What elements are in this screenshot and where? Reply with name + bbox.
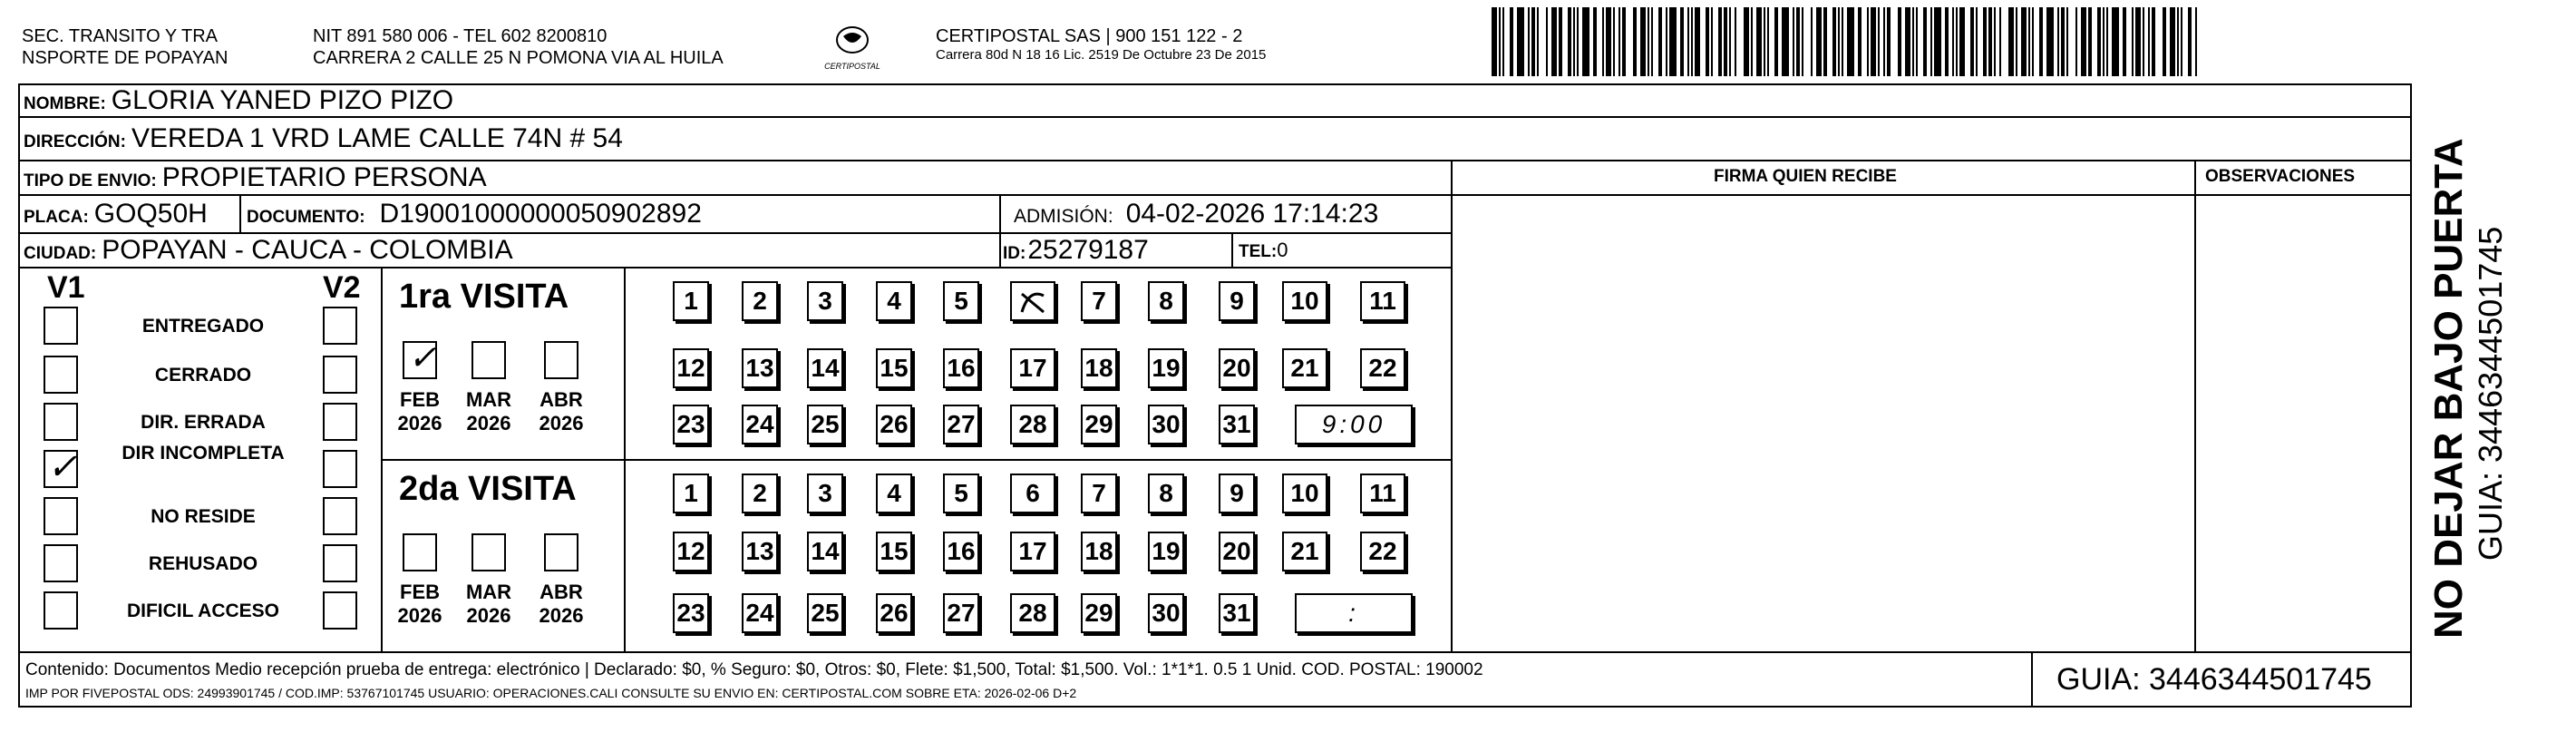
nombre-row	[24, 86, 453, 119]
company-seal-icon	[821, 22, 884, 74]
first-visit-day-box[interactable]	[673, 405, 709, 444]
month-name: ABR	[540, 581, 583, 603]
first-visit-month-checkbox[interactable]	[471, 341, 506, 379]
first-visit-day-box[interactable]	[1148, 348, 1184, 388]
day-number: 18	[1084, 354, 1113, 382]
second-visit-day-box[interactable]	[1148, 593, 1184, 633]
divider	[381, 459, 1451, 461]
day-number: 8	[1159, 479, 1173, 507]
first-visit-day-box[interactable]	[1360, 348, 1405, 388]
observaciones-header: OBSERVACIONES	[2205, 167, 2356, 186]
day-number: 12	[676, 537, 705, 565]
day-number: 18	[1084, 537, 1113, 565]
day-number: 17	[1018, 537, 1047, 565]
footer-print-info: IMP POR FIVEPOSTAL ODS: 24993901745 / COD.IMP: 53767101745 USUARIO: OPERACIONES.CALI CONSULTE SU ENVIO EN: CERTIPOSTAL.COM SOBRE ETA: 2026-02-06 D+2	[25, 686, 1077, 700]
v2-checkbox[interactable]	[323, 544, 357, 582]
v1-checkbox[interactable]	[44, 356, 78, 394]
first-visit-day-box[interactable]	[1148, 405, 1184, 444]
v2-checkbox[interactable]	[323, 497, 357, 535]
first-visit-day-box[interactable]	[876, 405, 912, 444]
day-number: 21	[1290, 537, 1319, 565]
day-number: 21	[1290, 354, 1319, 382]
divider	[239, 194, 241, 232]
admision-value: 04-02-2026 17:14:23	[1125, 199, 1379, 229]
footer-contents: Contenido: Documentos Medio recepción prueba de entrega: electrónico | Declarado: $0, % Seguro: $0, Otros: $0, Flete: $1,500, Total: $1,500. Vol.: 1*1*1. 0.5 1 Unid. COD. POSTAL: 190002	[25, 660, 1483, 679]
second-visit-day-box[interactable]	[742, 474, 778, 513]
sender-name	[22, 25, 228, 69]
v2-checkbox[interactable]	[323, 450, 357, 488]
id-value: 25279187	[1027, 235, 1149, 265]
documento-row	[247, 200, 702, 232]
v1-checkbox[interactable]	[44, 591, 78, 630]
status-label: CERRADO	[154, 365, 252, 386]
day-number: 29	[1084, 599, 1113, 627]
first-visit-day-box[interactable]	[1282, 348, 1327, 388]
month-name: ABR	[540, 388, 583, 411]
day-number: 2	[753, 287, 767, 315]
company-address: Carrera 80d N 18 16 Lic. 2519 De Octubre 23 De 2015	[936, 47, 1267, 63]
second-visit-month-label	[530, 581, 593, 628]
day-number: 20	[1222, 354, 1251, 382]
v1-checkbox[interactable]	[44, 307, 78, 345]
v2-checkbox[interactable]	[323, 356, 357, 394]
day-number: 5	[954, 479, 968, 507]
second-visit-day-box[interactable]	[876, 532, 912, 571]
day-number: 24	[745, 599, 774, 627]
sender-line-1: SEC. TRANSITO Y TRA	[22, 26, 218, 46]
direccion-value: VEREDA 1 VRD LAME CALLE 74N # 54	[131, 123, 623, 153]
day-number: 23	[676, 599, 705, 627]
month-year: 2026	[466, 412, 511, 434]
company-line: CERTIPOSTAL SAS | 900 151 122 - 2	[936, 26, 1243, 46]
v2-header: V2	[323, 270, 361, 305]
day-number: 25	[811, 599, 840, 627]
first-visit-month-label	[388, 388, 452, 435]
sender-contact	[313, 25, 724, 69]
day-number: 1	[684, 287, 698, 315]
nit-line: NIT 891 580 006 - TEL 602 8200810	[313, 26, 608, 46]
v1-checkbox[interactable]	[44, 403, 78, 441]
day-number: 28	[1018, 599, 1047, 627]
day-number: 10	[1290, 287, 1319, 315]
check-mark-icon: ✓	[408, 339, 437, 377]
v1-checkbox[interactable]	[44, 544, 78, 582]
placa-value: GOQ50H	[93, 199, 208, 229]
divider	[1451, 160, 1453, 651]
second-visit-day-box[interactable]	[1282, 532, 1327, 571]
address-line: CARRERA 2 CALLE 25 N POMONA VIA AL HUILA	[313, 48, 724, 68]
second-visit-day-box[interactable]	[673, 532, 709, 571]
status-label: DIR. ERRADA	[141, 412, 266, 433]
day-number: 9	[1230, 287, 1244, 315]
second-visit-month-checkbox[interactable]	[403, 533, 437, 571]
divider	[2031, 651, 2033, 708]
documento-value: D19001000000050902892	[379, 199, 702, 229]
first-visit-day-box[interactable]	[742, 348, 778, 388]
first-visit-day-box[interactable]	[943, 348, 979, 388]
first-visit-day-box[interactable]	[807, 281, 843, 321]
day-number: 22	[1368, 537, 1397, 565]
tel-value: 0	[1277, 239, 1288, 261]
second-visit-day-box[interactable]	[1148, 532, 1184, 571]
first-visit-day-box-marked[interactable]	[1010, 281, 1055, 321]
divider	[999, 194, 1001, 267]
day-number: 5	[954, 287, 968, 315]
day-number: 6	[1026, 479, 1040, 507]
admision-label: ADMISIÓN:	[1014, 206, 1113, 227]
day-number: 16	[947, 354, 976, 382]
second-visit-day-box[interactable]	[1360, 474, 1405, 513]
day-number: 11	[1369, 479, 1396, 507]
second-visit-day-box[interactable]	[807, 532, 843, 571]
second-visit-day-box[interactable]	[807, 474, 843, 513]
day-number: 3	[818, 287, 832, 315]
first-visit-day-box[interactable]	[1081, 405, 1117, 444]
first-visit-day-box[interactable]	[1219, 405, 1255, 444]
tipo-envio-row	[24, 163, 487, 196]
month-year: 2026	[539, 604, 584, 627]
day-number: 4	[887, 287, 901, 315]
second-visit-day-box[interactable]	[1081, 593, 1117, 633]
divider	[18, 651, 2412, 653]
ciudad-label: CIUDAD:	[24, 244, 97, 263]
day-number: 15	[880, 354, 909, 382]
month-name: FEB	[400, 581, 440, 603]
second-visit-day-box[interactable]	[943, 532, 979, 571]
first-visit-month-checkbox[interactable]	[403, 341, 437, 379]
first-visit-title: 1ra VISITA	[399, 278, 569, 316]
month-name: FEB	[400, 388, 440, 411]
direccion-label: DIRECCIÓN:	[24, 132, 126, 151]
day-number: 27	[947, 599, 976, 627]
second-visit-day-box[interactable]	[1360, 532, 1405, 571]
month-name: MAR	[465, 581, 512, 603]
second-visit-day-box[interactable]	[1010, 532, 1055, 571]
divider	[2194, 160, 2196, 651]
second-visit-day-box[interactable]	[876, 593, 912, 633]
day-number: 8	[1159, 287, 1173, 315]
day-number: 19	[1152, 537, 1181, 565]
first-visit-day-box[interactable]	[742, 281, 778, 321]
no-dejar-bajo-puerta: NO DEJAR BAJO PUERTA	[2426, 138, 2471, 639]
status-label: DIR INCOMPLETA	[122, 443, 285, 464]
v2-checkbox[interactable]	[323, 307, 357, 345]
second-visit-time-box[interactable]: :	[1295, 593, 1413, 633]
documento-label: DOCUMENTO:	[247, 208, 365, 227]
direccion-row	[24, 124, 623, 157]
ciudad-row	[24, 236, 513, 268]
day-number: 14	[811, 537, 840, 565]
nombre-label: NOMBRE:	[24, 94, 106, 113]
divider	[1231, 232, 1233, 267]
second-visit-month-label	[457, 581, 520, 628]
day-number: 30	[1152, 599, 1181, 627]
day-number: 11	[1369, 287, 1396, 315]
day-number: 19	[1152, 354, 1181, 382]
status-label: REHUSADO	[148, 553, 258, 574]
second-visit-day-box[interactable]	[1010, 474, 1055, 513]
first-visit-day-box[interactable]	[943, 405, 979, 444]
first-visit-day-box[interactable]	[943, 281, 979, 321]
second-visit-day-box[interactable]	[943, 474, 979, 513]
second-visit-day-box[interactable]	[1081, 474, 1117, 513]
second-visit-day-box[interactable]	[1282, 474, 1327, 513]
second-visit-month-checkbox[interactable]	[544, 533, 578, 571]
v2-checkbox[interactable]	[323, 403, 357, 441]
first-visit-day-box[interactable]	[876, 348, 912, 388]
day-number: 24	[745, 410, 774, 438]
day-number: 31	[1222, 599, 1251, 627]
side-guia: GUIA: 3446344501745	[2472, 226, 2509, 561]
placa-label: PLACA:	[24, 208, 89, 227]
day-number: 28	[1018, 410, 1047, 438]
day-number: 4	[887, 479, 901, 507]
second-visit-day-box[interactable]	[1010, 593, 1055, 633]
day-number: 17	[1018, 354, 1047, 382]
v1-checkbox[interactable]	[44, 497, 78, 535]
id-label: ID:	[1003, 244, 1026, 263]
day-number: 23	[676, 410, 705, 438]
day-number: 13	[745, 537, 774, 565]
tel-label: TEL:	[1239, 242, 1278, 261]
second-visit-month-checkbox[interactable]	[471, 533, 506, 571]
first-visit-day-box[interactable]	[807, 405, 843, 444]
footer-guia: GUIA: 3446344501745	[2056, 662, 2372, 697]
day-number: 20	[1222, 537, 1251, 565]
second-visit-title: 2da VISITA	[399, 470, 577, 508]
day-number: 29	[1084, 410, 1113, 438]
day-number: 10	[1290, 479, 1319, 507]
second-visit-day-box[interactable]	[1219, 474, 1255, 513]
day-number: 7	[1092, 479, 1106, 507]
first-visit-time-box[interactable]: 9:00	[1295, 405, 1413, 444]
month-year: 2026	[539, 412, 584, 434]
admision-row	[1014, 200, 1378, 231]
first-visit-month-label	[530, 388, 593, 435]
second-visit-day-box[interactable]	[943, 593, 979, 633]
second-visit-day-box[interactable]	[807, 593, 843, 633]
day-number: 26	[880, 410, 909, 438]
first-visit-day-box[interactable]	[1219, 281, 1255, 321]
day-number: 16	[947, 537, 976, 565]
first-visit-month-label	[457, 388, 520, 435]
first-visit-day-box[interactable]	[1219, 348, 1255, 388]
ciudad-value: POPAYAN - CAUCA - COLOMBIA	[102, 235, 513, 265]
status-label: DIFICIL ACCESO	[126, 600, 279, 621]
first-visit-day-box[interactable]	[876, 281, 912, 321]
first-visit-day-box[interactable]	[1282, 281, 1327, 321]
nombre-value: GLORIA YANED PIZO PIZO	[111, 85, 454, 115]
sender-line-2: NSPORTE DE POPAYAN	[22, 48, 228, 68]
placa-row	[24, 200, 208, 232]
divider	[18, 232, 1453, 234]
first-visit-day-box[interactable]	[673, 348, 709, 388]
id-row	[1003, 236, 1149, 268]
second-visit-day-box[interactable]	[742, 593, 778, 633]
firma-header: FIRMA QUIEN RECIBE	[1714, 167, 1897, 186]
second-visit-month-label	[388, 581, 452, 628]
tel-row	[1239, 236, 1288, 267]
first-visit-day-box[interactable]	[1081, 281, 1117, 321]
day-number: 3	[818, 479, 832, 507]
first-visit-day-box[interactable]	[1148, 281, 1184, 321]
tipo-envio-value: PROPIETARIO PERSONA	[161, 162, 487, 192]
day-number: 15	[880, 537, 909, 565]
second-visit-day-box[interactable]	[1148, 474, 1184, 513]
day-number: 31	[1222, 410, 1251, 438]
second-visit-day-box[interactable]	[876, 474, 912, 513]
first-visit-day-box[interactable]	[673, 281, 709, 321]
second-visit-day-box[interactable]	[1219, 532, 1255, 571]
day-number: 9	[1230, 479, 1244, 507]
barcode-image	[1492, 7, 2203, 76]
day-number: 1	[684, 479, 698, 507]
day-number: 7	[1092, 287, 1106, 315]
day-number: 14	[811, 354, 840, 382]
day-number: 27	[947, 410, 976, 438]
v1-header: V1	[47, 270, 85, 305]
month-name: MAR	[465, 388, 512, 411]
day-number: 26	[880, 599, 909, 627]
first-visit-day-box[interactable]	[807, 348, 843, 388]
day-number: 25	[811, 410, 840, 438]
company-info	[936, 25, 1266, 63]
first-visit-day-box[interactable]	[1010, 348, 1055, 388]
check-mark-icon: ✓	[47, 447, 78, 487]
svg-text:CERTIPOSTAL: CERTIPOSTAL	[824, 62, 880, 71]
first-visit-day-box[interactable]	[1081, 348, 1117, 388]
status-label: ENTREGADO	[141, 316, 265, 337]
month-year: 2026	[397, 412, 442, 434]
day-number: 30	[1152, 410, 1181, 438]
second-visit-day-box[interactable]	[1219, 593, 1255, 633]
divider	[18, 160, 2412, 161]
first-visit-day-box[interactable]	[742, 405, 778, 444]
tipo-envio-label: TIPO DE ENVIO:	[24, 171, 157, 190]
second-visit-day-box[interactable]	[742, 532, 778, 571]
day-number: 22	[1368, 354, 1397, 382]
month-year: 2026	[397, 604, 442, 627]
first-visit-month-checkbox[interactable]	[544, 341, 578, 379]
second-visit-day-box[interactable]	[1081, 532, 1117, 571]
day-number: 13	[745, 354, 774, 382]
status-label: NO RESIDE	[151, 506, 256, 527]
second-visit-day-box[interactable]	[673, 474, 709, 513]
first-visit-day-box[interactable]	[1360, 281, 1405, 321]
first-visit-day-box[interactable]	[1010, 405, 1055, 444]
second-visit-day-box[interactable]	[673, 593, 709, 633]
v2-checkbox[interactable]	[323, 591, 357, 630]
day-number: 2	[753, 479, 767, 507]
month-year: 2026	[466, 604, 511, 627]
day-number: 12	[676, 354, 705, 382]
